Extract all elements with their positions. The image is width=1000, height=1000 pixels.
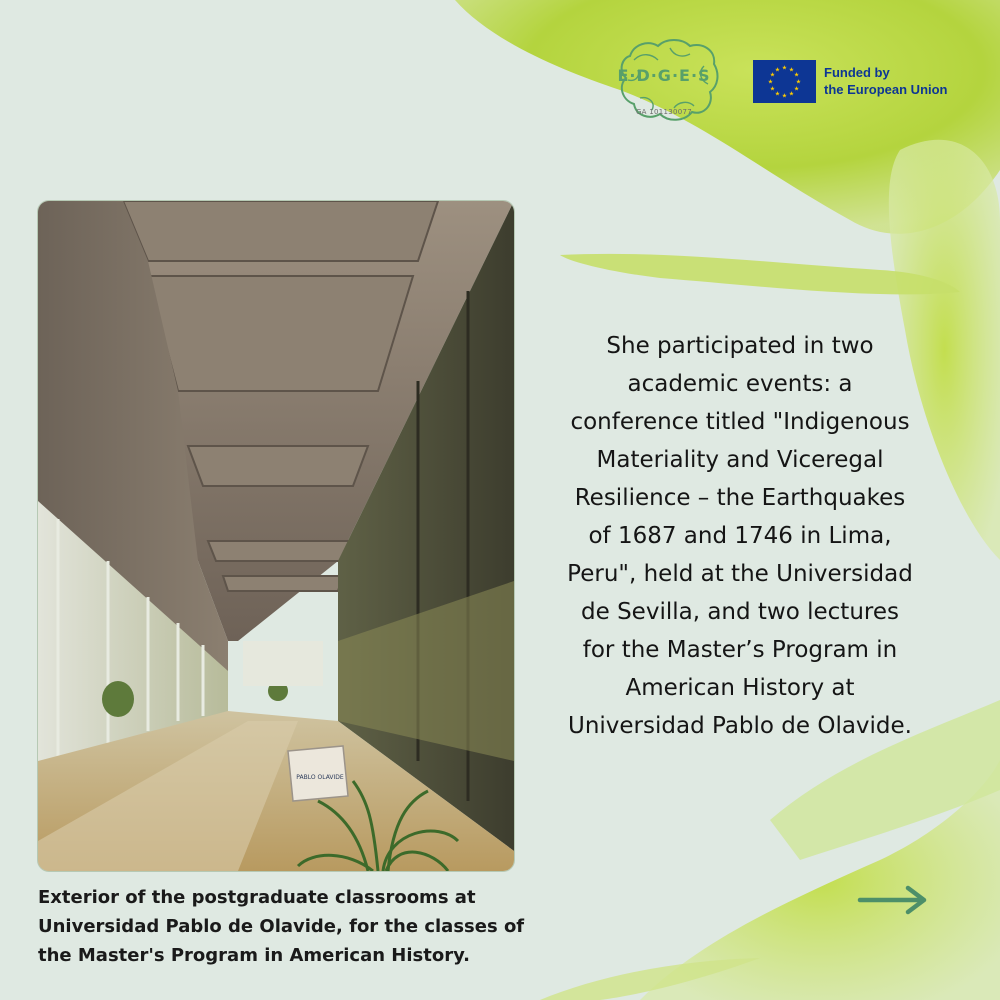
story-line: for the Master’s Program in bbox=[582, 637, 898, 663]
svg-text:★: ★ bbox=[774, 90, 781, 98]
svg-text:★: ★ bbox=[781, 64, 788, 72]
svg-text:★: ★ bbox=[793, 85, 800, 93]
story-line: conference titled "Indigenous bbox=[570, 409, 910, 435]
story-line: Peru", held at the Universidad bbox=[567, 561, 913, 587]
svg-text:★: ★ bbox=[788, 90, 795, 98]
svg-text:★: ★ bbox=[781, 92, 788, 100]
grant-code: GA 101130077 bbox=[635, 108, 693, 116]
svg-text:★: ★ bbox=[795, 78, 802, 86]
svg-text:★: ★ bbox=[767, 78, 774, 86]
funding-line-1: Funded by bbox=[824, 65, 890, 80]
funding-line-2: the European Union bbox=[824, 82, 948, 97]
eu-flag-icon bbox=[753, 60, 816, 103]
story-line: She participated in two bbox=[606, 333, 874, 359]
svg-text:★: ★ bbox=[774, 66, 781, 74]
arrow-right-icon[interactable] bbox=[856, 880, 932, 920]
story-line: American History at bbox=[625, 675, 855, 701]
story-line: academic events: a bbox=[627, 371, 853, 397]
story-text bbox=[520, 327, 960, 745]
caption-line: Universidad Pablo de Olavide, for the classes of bbox=[38, 916, 525, 937]
edges-logo bbox=[612, 36, 722, 126]
caption-line: the Master's Program in American History. bbox=[38, 945, 471, 966]
story-line: of 1687 and 1746 in Lima, bbox=[588, 523, 892, 549]
story-line: Resilience – the Earthquakes bbox=[574, 485, 906, 511]
story-line: Materiality and Viceregal bbox=[596, 447, 884, 473]
svg-text:★: ★ bbox=[788, 66, 795, 74]
svg-text:★: ★ bbox=[769, 71, 776, 79]
funding-statement bbox=[824, 64, 994, 98]
corridor-photo bbox=[37, 200, 515, 872]
story-line: Universidad Pablo de Olavide. bbox=[567, 713, 912, 739]
caption-line: Exterior of the postgraduate classrooms at bbox=[38, 887, 476, 908]
edges-wordmark: E·D·G·E·S bbox=[617, 66, 711, 85]
bench-sign: PABLO OLAVIDE bbox=[296, 774, 344, 781]
photo-caption bbox=[38, 883, 598, 970]
story-line: de Sevilla, and two lectures bbox=[581, 599, 899, 625]
svg-text:★: ★ bbox=[769, 85, 776, 93]
svg-text:★: ★ bbox=[793, 71, 800, 79]
